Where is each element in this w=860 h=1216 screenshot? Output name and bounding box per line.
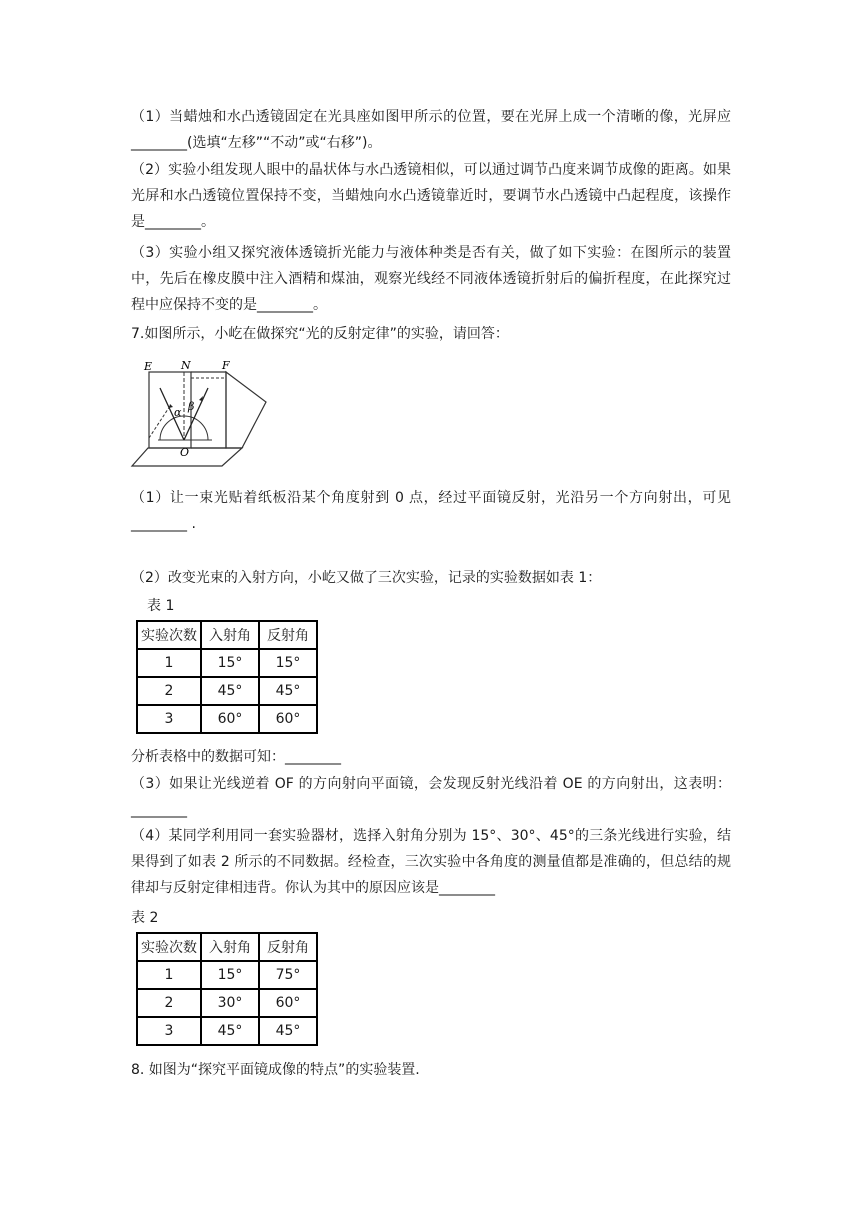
table-cell: 3: [137, 705, 201, 733]
table-cell: 30°: [201, 989, 259, 1017]
table-row: [137, 705, 317, 733]
q7-part4: （4）某同学利用同一套实验器材，选择入射角分别为 15°、30°、45°的三条光线进行实验，结果得到了如表 2 所示的不同数据。经检查，三次实验中各角度的测量值都是准确的，但总结的规律却与反射定律相违背。你认为其中的原因应该是________: [131, 828, 731, 896]
table-row: [137, 1017, 317, 1045]
board-right-fold: [226, 372, 266, 448]
table-header-cell: 反射角: [259, 621, 317, 649]
table-cell: 15°: [201, 961, 259, 989]
table-cell: 45°: [201, 677, 259, 705]
table-row: [137, 649, 317, 677]
label-alpha: α: [174, 406, 182, 419]
table-cell: 1: [137, 961, 201, 989]
table-header-row: [137, 621, 317, 649]
table-cell: 45°: [259, 1017, 317, 1045]
label-beta: β: [188, 400, 195, 413]
q7-part2: （2）改变光束的入射方向，小屹又做了三次实验，记录的实验数据如表 1：: [131, 570, 602, 586]
table1-caption: 表 1: [147, 598, 175, 614]
table-cell: 15°: [201, 649, 259, 677]
q7-analysis: 分析表格中的数据可知：________: [131, 749, 341, 765]
q6-part1: （1）当蜡烛和水凸透镜固定在光具座如图甲所示的位置，要在光屏上成一个清晰的像，光屏应________(选填“左移”“不动”或“右移”)。: [131, 109, 731, 151]
table-cell: 45°: [201, 1017, 259, 1045]
table-header-row: [137, 933, 317, 961]
table-header-cell: 入射角: [201, 621, 259, 649]
q7-part3: （3）如果让光线逆着 OF 的方向射向平面镜，会发现反射光线沿着 OE 的方向射出，这表明：________: [131, 776, 731, 818]
table2-caption: 表 2: [131, 910, 159, 926]
table-header-cell: 反射角: [259, 933, 317, 961]
table-cell: 60°: [201, 705, 259, 733]
label-e: E: [144, 360, 153, 373]
table-row: [137, 961, 317, 989]
table-cell: 75°: [259, 961, 317, 989]
table-cell: 2: [137, 677, 201, 705]
q7-intro: 7.如图所示，小屹在做探究“光的反射定律”的实验，请回答：: [131, 326, 509, 342]
table-header-cell: 实验次数: [137, 621, 201, 649]
q7-part1: （1）让一束光贴着纸板沿某个角度射到 0 点，经过平面镜反射，光沿另一个方向射出，可见________ .: [131, 490, 731, 532]
q8-intro: 8. 如图为“探究平面镜成像的特点”的实验装置.: [131, 1062, 420, 1078]
reflected-ray: [184, 388, 208, 440]
table-cell: 15°: [259, 649, 317, 677]
table-header-cell: 实验次数: [137, 933, 201, 961]
table-cell: 60°: [259, 989, 317, 1017]
table-row: [137, 677, 317, 705]
q6-part2: （2）实验小组发现人眼中的晶状体与水凸透镜相似，可以通过调节凸度来调节成像的距离。如果光屏和水凸透镜位置保持不变，当蜡烛向水凸透镜靠近时，要调节水凸透镜中凸起程度，该操作是________。: [131, 162, 731, 230]
table-cell: 2: [137, 989, 201, 1017]
label-o: O: [180, 446, 190, 459]
table-1: [136, 620, 318, 734]
table-cell: 45°: [259, 677, 317, 705]
table-cell: 3: [137, 1017, 201, 1045]
label-n: N: [181, 359, 191, 372]
reflection-apparatus-figure: [130, 358, 270, 470]
table-header-cell: 入射角: [201, 933, 259, 961]
table-2: [136, 932, 318, 1046]
table-cell: 1: [137, 649, 201, 677]
table-cell: 60°: [259, 705, 317, 733]
label-f: F: [222, 359, 230, 372]
q6-part3: （3）实验小组又探究液体透镜折光能力与液体种类是否有关，做了如下实验：在图所示的装置中，先后在橡皮膜中注入酒精和煤油，观察光线经不同液体透镜折射后的偏折程度，在此探究过程中应保持不变的是________。: [131, 245, 731, 313]
table-row: [137, 989, 317, 1017]
board-right-f: [191, 372, 226, 448]
